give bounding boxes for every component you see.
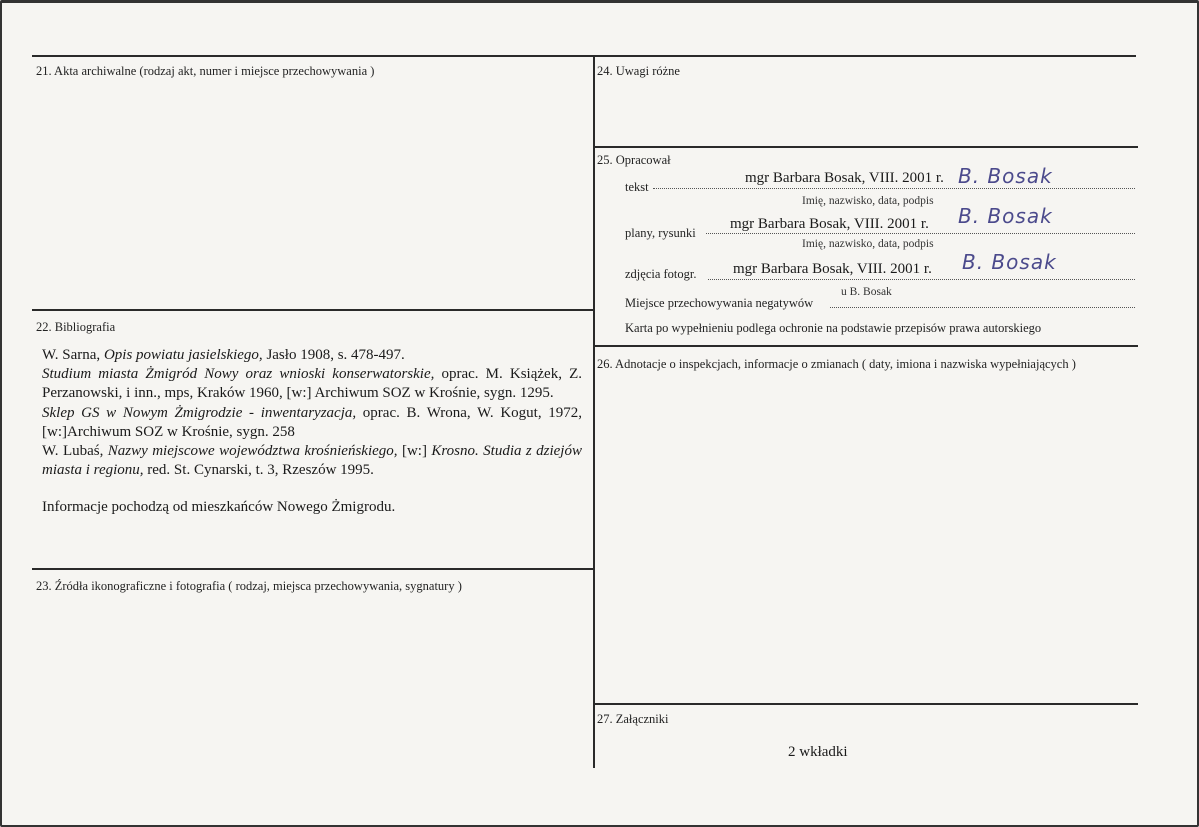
row-tekst-value: mgr Barbara Bosak, VIII. 2001 r. <box>745 170 944 186</box>
rule-22-23 <box>32 568 594 570</box>
bibliography-entry: W. Sarna, Opis powiatu jasielskiego, Jasło 1908, s. 478-497. <box>42 347 405 363</box>
negatives-dots <box>830 307 1135 308</box>
row-zdjecia-signature: B. Bosak <box>962 250 1057 274</box>
row-zdjecia-label: zdjęcia fotogr. <box>625 267 697 281</box>
section-22-label: 22. Bibliografia <box>36 320 116 334</box>
row-zdjecia-value: mgr Barbara Bosak, VIII. 2001 r. <box>733 261 932 277</box>
row-plany-dots <box>706 233 1135 234</box>
top-rule <box>32 55 1136 57</box>
section-21-label: 21. Akta archiwalne (rodzaj akt, numer i miejsce przechowywania ) <box>36 64 375 78</box>
rule-21-22 <box>32 309 594 311</box>
rule-25-26 <box>594 345 1138 347</box>
center-divider <box>593 55 595 768</box>
bibliography-note: Informacje pochodzą od mieszkańców Nowego Żmigrodu. <box>42 499 396 516</box>
section-27-label: 27. Załączniki <box>597 712 669 726</box>
row-tekst-label: tekst <box>625 180 649 194</box>
row-plany-caption: Imię, nazwisko, data, podpis <box>802 238 934 250</box>
section-26-label: 26. Adnotacje o inspekcjach, informacje o zmianach ( daty, imiona i nazwiska wypełniających ) <box>597 357 1076 371</box>
row-plany-value: mgr Barbara Bosak, VIII. 2001 r. <box>730 216 929 232</box>
section-24-label: 24. Uwagi różne <box>597 64 680 78</box>
section-23-label: 23. Źródła ikonograficzne i fotografia ( rodzaj, miejsca przechowywania, sygnatury ) <box>36 579 462 593</box>
negatives-label: Miejsce przechowywania negatywów <box>625 296 814 310</box>
row-plany-signature: B. Bosak <box>958 204 1053 228</box>
rule-24-25 <box>594 146 1138 148</box>
bibliography-list <box>42 346 582 518</box>
bibliography-entry: Studium miasta Żmigród Nowy oraz wnioski konserwatorskie, oprac. M. Książek, Z. Perzanowski, i inn., mps, Kraków 1960, [w:] Archiwum SOZ w Krośnie, sygn. 1295. <box>42 366 582 402</box>
row-tekst-dots <box>653 188 1135 189</box>
negatives-value: u B. Bosak <box>841 286 892 298</box>
row-tekst-caption: Imię, nazwisko, data, podpis <box>802 195 934 207</box>
row-tekst-signature: B. Bosak <box>958 164 1053 188</box>
bibliography-entry: Sklep GS w Nowym Żmigrodzie - inwentaryzacja, oprac. B. Wrona, W. Kogut, 1972, [w:]Archiwum SOZ w Krośnie, sygn. 258 <box>42 404 582 440</box>
bibliography-entry: W. Lubaś, Nazwy miejscowe województwa krośnieńskiego, [w:] Krosno. Studia z dziejów miasta i regionu, red. St. Cynarski, t. 3, Rzeszów 1995. <box>42 443 582 479</box>
row-zdjecia-dots <box>708 279 1135 280</box>
attachments-value: 2 wkładki <box>788 744 848 760</box>
row-plany-label: plany, rysunki <box>625 226 696 240</box>
rule-26-27 <box>594 703 1138 705</box>
section-25-label: 25. Opracował <box>597 153 671 167</box>
copyright-note: Karta po wypełnieniu podlega ochronie na podstawie przepisów prawa autorskiego <box>625 321 1042 335</box>
